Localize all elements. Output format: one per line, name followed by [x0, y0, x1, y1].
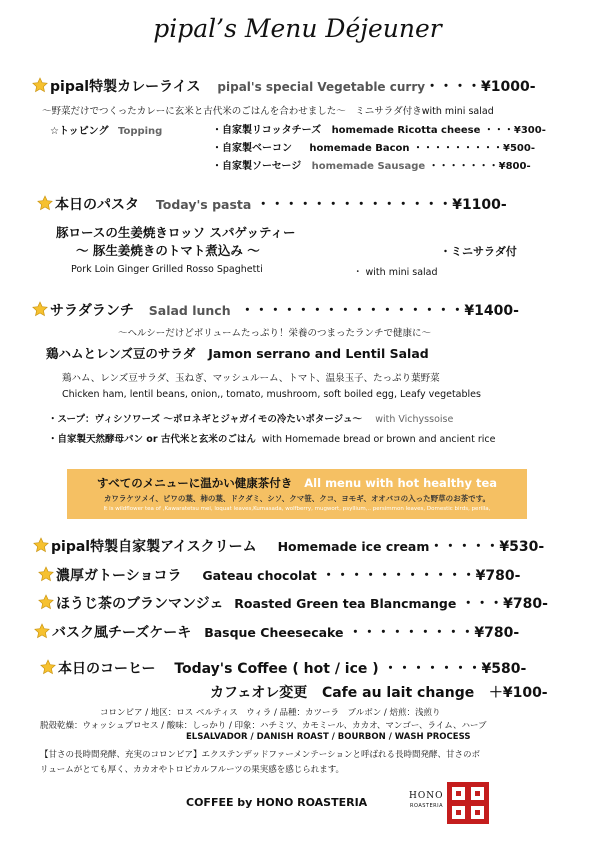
topping-label-jp: ☆トッピング [50, 126, 109, 137]
dessert-name-en: Roasted Green tea Blancmange [234, 596, 457, 611]
coffee-price: ・・・・・・・¥580- [383, 661, 527, 677]
topping-name-jp: ・自家製ソーセージ [212, 161, 302, 172]
dessert-price: ・・・・・・・・・・・¥780- [321, 568, 521, 584]
roaster-name: HONO [409, 791, 444, 801]
pasta-dish-subtitle: ～ 豚生姜焼きのトマト煮込み ～ [76, 243, 260, 258]
topping-list [212, 122, 546, 176]
pasta-dish-en: Pork Loin Ginger Grilled Rosso Spaghetti [71, 264, 263, 275]
topping-name-en: homemade Sausage [311, 161, 426, 172]
dessert-item [34, 622, 519, 642]
pasta-price: ・・・・・・・・・・・・・・¥1100- [256, 197, 507, 213]
dessert-item [38, 593, 548, 613]
topping-price: ・・・・・・・¥800- [428, 161, 531, 172]
curry-price: ・・・・¥1000- [425, 79, 536, 95]
hono-logo-icon [447, 782, 489, 824]
roaster-subname: ROASTERIA [410, 803, 443, 809]
topping-label [50, 122, 162, 137]
dessert-name-en: Homemade ice cream [277, 539, 430, 554]
star-icon [33, 537, 49, 553]
roaster-credit: COFFEE by HONO ROASTERIA [186, 796, 368, 809]
salad-heading [32, 300, 519, 320]
salad-bread [48, 431, 495, 445]
salad-ingredients-jp: 鶏ハム、レンズ豆サラダ、玉ねぎ、マッシュルーム、トマト、温泉玉子、たっぷり葉野菜 [62, 373, 440, 384]
dessert-price: ・・・・・・・・・¥780- [348, 625, 520, 641]
salad-name-en: Salad lunch [148, 303, 231, 318]
topping-price: ・・・・・・・・・¥500- [412, 143, 535, 154]
pasta-salad-en: ・ with mini salad [353, 267, 438, 278]
star-icon [34, 623, 50, 639]
tea-banner [67, 469, 527, 519]
topping-name-en: homemade Bacon [309, 143, 410, 154]
tea-description-en: It is wildflower tea of ,Kawaratetsu mei, loquat leaves,Kumasada, wolfberry, mugwort, psyllium,.. persimmon leaves, Domestic birds, perilla, [103, 506, 491, 512]
curry-name-en: pipal's special Vegetable curry [217, 80, 426, 94]
tea-description-jp: カワラケツメイ、ビワの葉、柿の葉、ドクダミ、シソ、クマ笹、クコ、ヨモギ、オオバコの入った野草のお茶です。 [103, 494, 491, 503]
coffee-change-en: Cafe au lait change [321, 685, 475, 701]
coffee-change-price: ＋¥100- [488, 685, 548, 701]
salad-bread-en: with Homemade bread or brown and ancient rice [261, 434, 496, 445]
curry-heading [32, 76, 536, 96]
topping-item [212, 158, 546, 176]
dessert-price: ・・・¥780- [461, 596, 548, 612]
pasta-name-en: Today's pasta [155, 197, 252, 212]
coffee-detail: ELSALVADOR / DANISH ROAST / BOURBON / WASH PROCESS [186, 732, 471, 742]
star-icon [32, 77, 48, 93]
dessert-name-jp: 濃厚ガトーショコラ [56, 568, 182, 584]
salad-price: ・・・・・・・・・・・・・・・・¥1400- [240, 303, 519, 319]
pasta-name-jp: 本日のパスタ [55, 197, 139, 213]
salad-dish-en: Jamon serrano and Lentil Salad [208, 346, 429, 361]
coffee-name-en: Today's Coffee ( hot / ice ) [174, 661, 379, 677]
salad-soup [48, 411, 453, 425]
tea-title-jp: すべてのメニューに温かい健康茶付き [96, 476, 293, 490]
dessert-name-jp: pipal特製自家製アイスクリーム [51, 539, 257, 555]
dessert-name-jp: ほうじ茶のブランマンジェ [56, 596, 224, 612]
dessert-price: ・・・・・¥530- [429, 539, 545, 555]
dessert-name-en: Basque Cheesecake [204, 625, 344, 640]
coffee-heading [40, 658, 526, 678]
coffee-change [210, 682, 548, 702]
star-icon [38, 566, 54, 582]
dessert-name-en: Gateau chocolat [202, 568, 317, 583]
star-icon [38, 594, 54, 610]
star-icon [37, 195, 53, 211]
salad-soup-jp: ・スープ：ヴィシソワーズ ～ポロネギとジャガイモの冷たいポタージュ～ [48, 414, 362, 425]
coffee-story: リュームがとても厚く、カカオやトロピカルフルーツの果実感を感じられます。 [40, 765, 345, 775]
tea-title-en: All menu with hot healthy tea [304, 476, 498, 490]
coffee-detail: コロンビア / 地区：ロス ベルティス ウィラ / 品種：カツーラ ブルボン / 焙煎：浅煎り [100, 708, 441, 718]
topping-item [212, 122, 546, 140]
topping-name-jp: ・自家製リコッタチーズ [212, 125, 322, 136]
coffee-change-jp: カフェオレ変更 [210, 685, 308, 701]
pasta-heading [37, 194, 507, 214]
topping-label-en: Topping [117, 126, 163, 137]
dessert-item [33, 536, 544, 556]
salad-ingredients-en: Chicken ham, lentil beans, onion,, tomato, mushroom, soft boiled egg, Leafy vegetables [62, 389, 481, 400]
topping-item [212, 140, 546, 158]
topping-name-en: homemade Ricotta cheese [331, 125, 481, 136]
pasta-dish-jp: 豚ロースの生姜焼きロッソ スパゲッティー [56, 225, 296, 240]
star-icon [32, 301, 48, 317]
topping-price: ・・・¥300- [483, 125, 546, 136]
coffee-detail: 脱殻乾燥：ウォッシュプロセス / 酸味：しっかり / 印象：ハチミツ、カモミール、カカオ、マンゴー、ライム、ハーブ [40, 721, 487, 731]
salad-soup-en: with Vichyssoise [375, 414, 454, 425]
dessert-item [38, 565, 520, 585]
salad-name-jp: サラダランチ [50, 303, 134, 319]
topping-name-jp: ・自家製ベーコン [212, 143, 292, 154]
pasta-salad-jp: ・ミニサラダ付 [440, 245, 517, 258]
salad-tagline: ～ヘルシーだけどボリュームたっぷり！栄養のつまったランチで健康に～ [118, 328, 431, 339]
curry-description: ～野菜だけでつくったカレーに玄米と古代米のごはんを合わせました～ ミニサラダ付きwith mini salad [42, 106, 494, 117]
tea-title [67, 475, 527, 491]
page-title: pipal’s Menu Déjeuner [153, 14, 442, 43]
coffee-name-jp: 本日のコーヒー [58, 661, 156, 677]
salad-dish-jp: 鶏ハムとレンズ豆のサラダ [46, 346, 196, 361]
dessert-name-jp: バスク風チーズケーキ [52, 625, 192, 641]
salad-dish [46, 344, 429, 362]
coffee-story: 【甘さの長時間発酵、充実のコロンビア】エクステンデッドファーメンテーションと呼ばれる長時間発酵、甘さのボ [40, 750, 480, 760]
curry-name-jp: pipal特製カレーライス [50, 79, 201, 95]
star-icon [40, 659, 56, 675]
salad-bread-jp: ・自家製天然酵母パン or 古代米と玄米のごはん [48, 434, 256, 445]
